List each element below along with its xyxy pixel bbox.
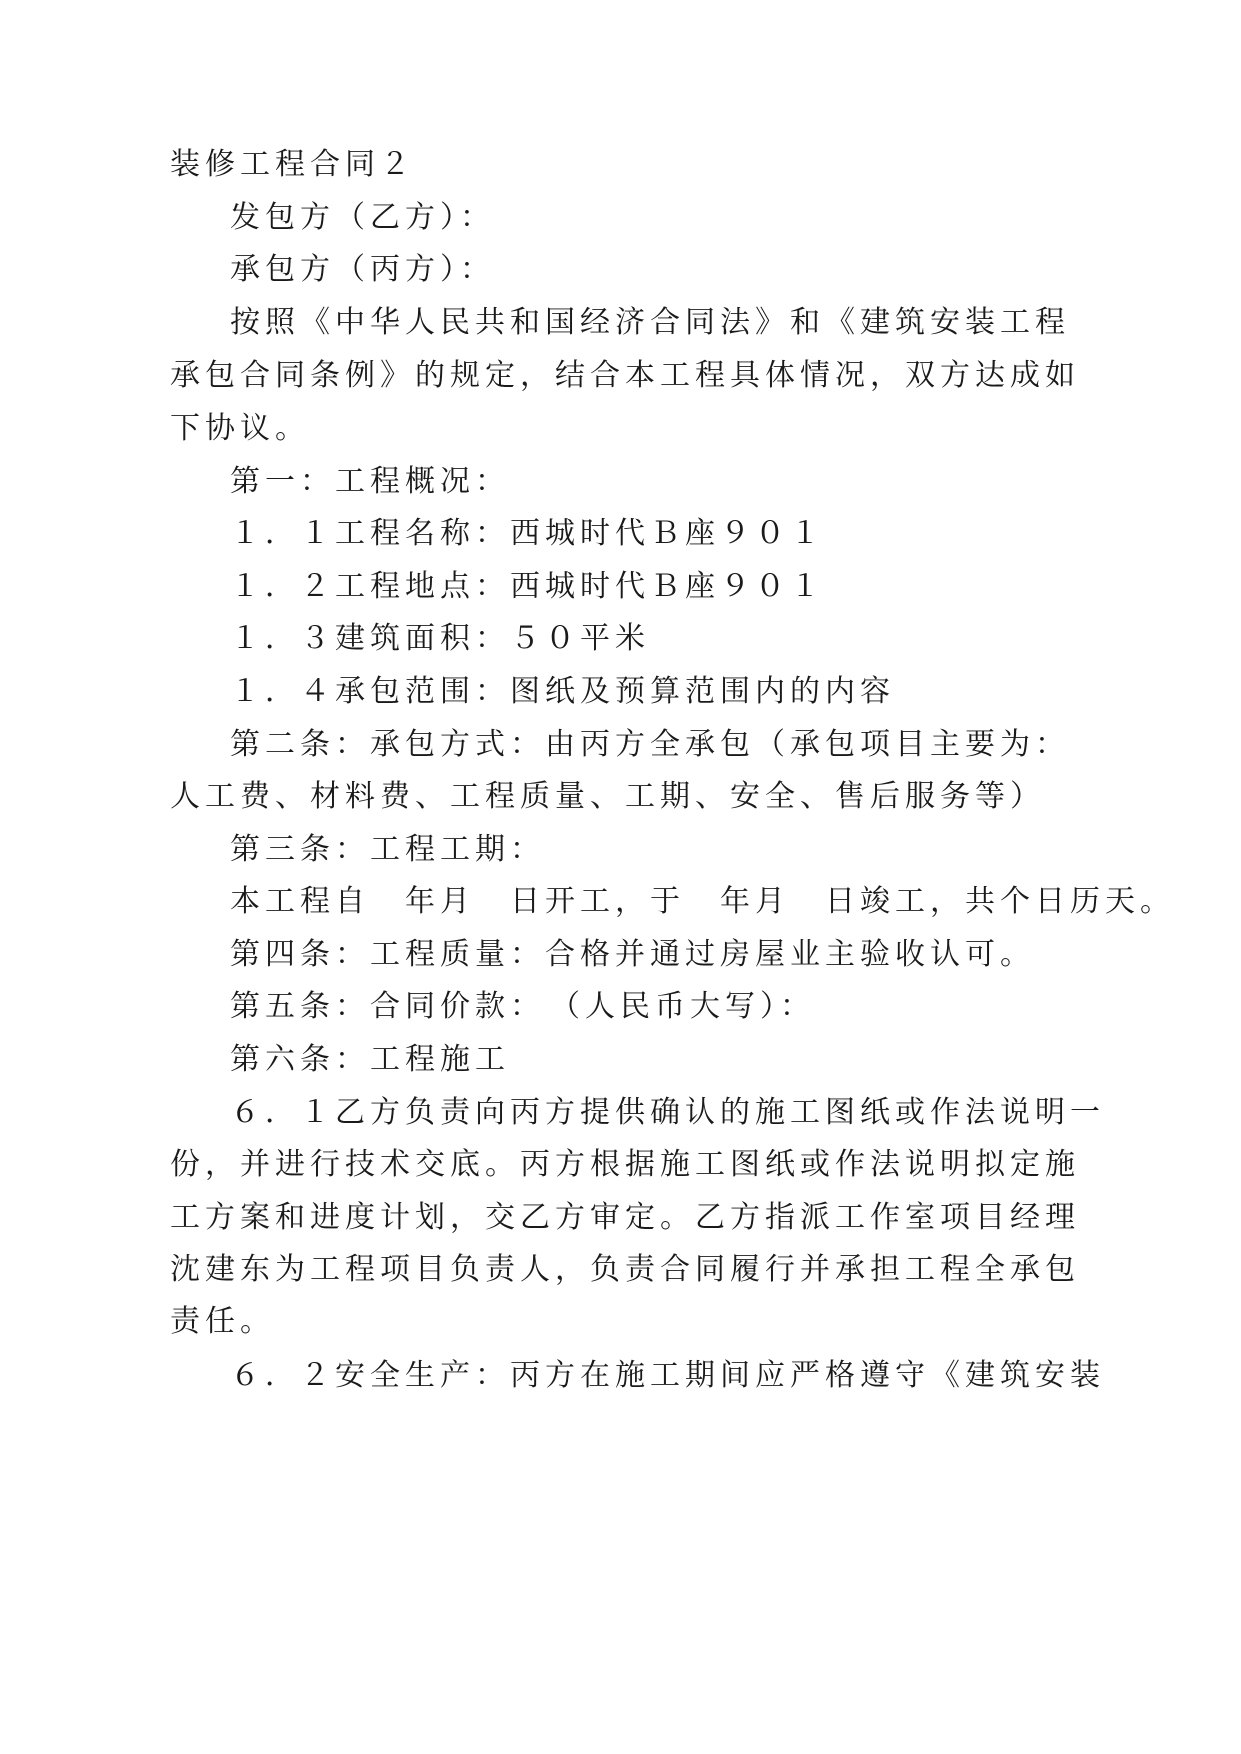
paragraph-line: 承包方（丙方）： — [230, 252, 495, 287]
paragraph-line: 工方案和进度计划，交乙方审定。乙方指派工作室项目经理 — [170, 1200, 1080, 1235]
paragraph-line: ６．２安全生产：丙方在施工期间应严格遵守《建筑安装 — [230, 1358, 1105, 1393]
paragraph-line: 按照《中华人民共和国经济合同法》和《建筑安装工程 — [230, 305, 1070, 340]
paragraph-line: １．３建筑面积：５０平米 — [230, 621, 650, 656]
paragraph-line: 第三条：工程工期： — [230, 832, 545, 867]
paragraph-line: 沈建东为工程项目负责人，负责合同履行并承担工程全承包 — [170, 1252, 1080, 1287]
paragraph-line: 第二条：承包方式：由丙方全承包（承包项目主要为： — [230, 727, 1070, 762]
paragraph-line: １．１工程名称：西城时代Ｂ座９０１ — [230, 516, 825, 551]
paragraph-line: 第四条：工程质量：合格并通过房屋业主验收认可。 — [230, 937, 1035, 972]
paragraph-line: 第一：工程概况： — [230, 464, 510, 499]
document-title: 装修工程合同２ — [170, 147, 415, 182]
paragraph-line: １．４承包范围：图纸及预算范围内的内容 — [230, 674, 895, 709]
paragraph-line: 下协议。 — [170, 411, 310, 446]
paragraph-line: 发包方（乙方）： — [230, 200, 495, 235]
paragraph-line: １．２工程地点：西城时代Ｂ座９０１ — [230, 569, 825, 604]
paragraph-line: ６．１乙方负责向丙方提供确认的施工图纸或作法说明一 — [230, 1095, 1105, 1130]
paragraph-line: 人工费、材料费、工程质量、工期、安全、售后服务等） — [170, 779, 1045, 814]
paragraph-line: 第六条：工程施工 — [230, 1042, 510, 1077]
paragraph-line: 本工程自 年月 日开工，于 年月 日竣工，共个日历天。 — [230, 884, 1175, 919]
paragraph-line: 承包合同条例》的规定，结合本工程具体情况，双方达成如 — [170, 358, 1080, 393]
paragraph-line: 份，并进行技术交底。丙方根据施工图纸或作法说明拟定施 — [170, 1147, 1080, 1182]
paragraph-line: 责任。 — [170, 1304, 275, 1339]
paragraph-line: 第五条：合同价款： （人民币大写）： — [230, 989, 815, 1024]
